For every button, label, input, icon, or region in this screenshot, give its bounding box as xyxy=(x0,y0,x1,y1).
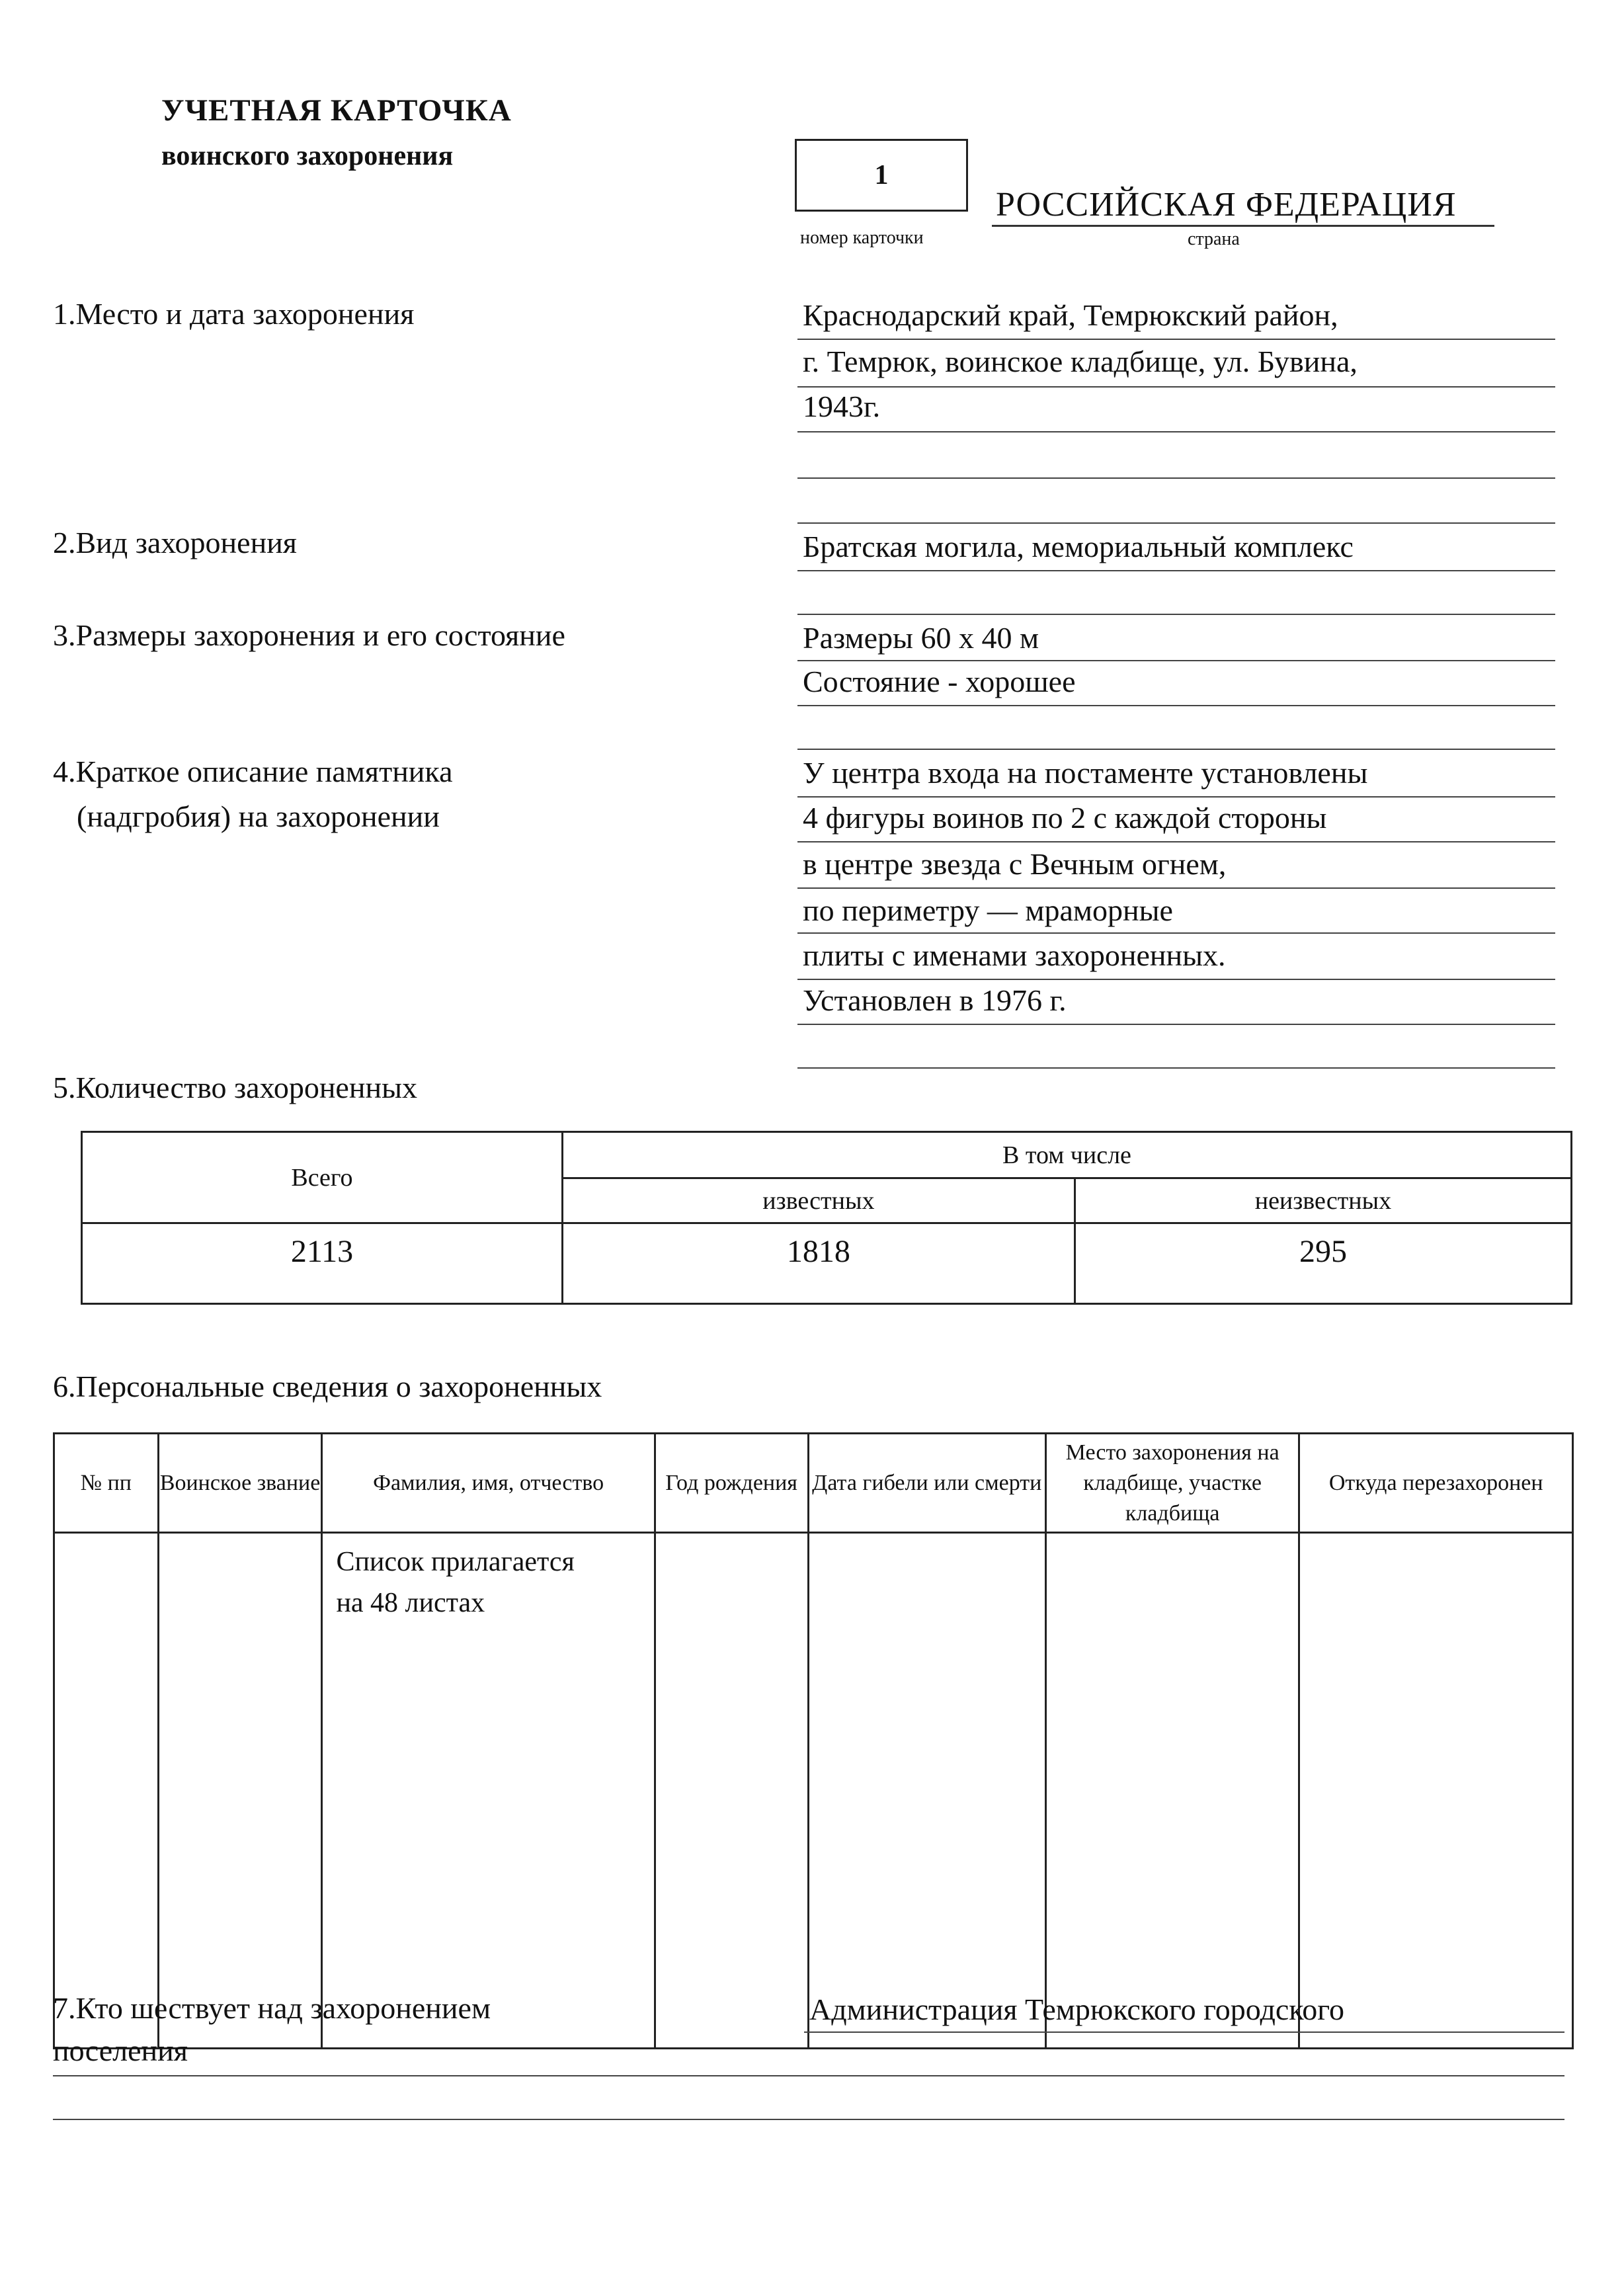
card-number: 1 xyxy=(874,160,889,190)
rule xyxy=(797,339,1555,340)
country-caption: страна xyxy=(1188,229,1240,249)
value-unknown: 295 xyxy=(1075,1223,1571,1304)
header-total: Всего xyxy=(82,1132,563,1223)
section2-label: 2.Вид захоронения xyxy=(53,526,297,559)
section2-value: Братская могила, мемориальный комплекс xyxy=(803,530,1354,563)
country-value: РОССИЙСКАЯ ФЕДЕРАЦИЯ xyxy=(996,186,1457,224)
section7-continuation: поселения xyxy=(53,2033,188,2067)
table-cell xyxy=(808,1533,1045,2049)
section4-line: в центре звезда с Вечным огнем, xyxy=(803,847,1227,881)
section4-line: Установлен в 1976 г. xyxy=(803,983,1067,1017)
column-header: № пп xyxy=(54,1434,159,1533)
list-note: на 48 листах xyxy=(336,1588,485,1618)
column-header: Дата гибели или смерти xyxy=(808,1434,1045,1533)
table-cell xyxy=(1045,1533,1299,2049)
header-known: известных xyxy=(562,1178,1075,1223)
section1-line: 1943г. xyxy=(803,390,881,423)
section3-line: Состояние - хорошее xyxy=(803,665,1076,698)
rule xyxy=(804,2031,1564,2033)
rule xyxy=(53,2119,1564,2120)
rule xyxy=(797,887,1555,889)
rule xyxy=(53,2075,1564,2076)
burial-count-table xyxy=(81,1131,1572,1305)
card-number-box xyxy=(795,139,968,212)
rule xyxy=(797,705,1555,706)
header-unknown: неизвестных xyxy=(1075,1178,1571,1223)
column-header: Место захоронения на кладбище, участке кладбища xyxy=(1045,1434,1299,1533)
rule xyxy=(797,749,1555,750)
section4-label: 4.Краткое описание памятника xyxy=(53,755,453,788)
section4-line: 4 фигуры воинов по 2 с каждой стороны xyxy=(803,801,1327,835)
rule xyxy=(797,477,1555,479)
card-subtitle: воинского захоронения xyxy=(161,141,454,171)
card-number-caption: номер карточки xyxy=(800,227,924,248)
table-cell xyxy=(1299,1533,1573,2049)
value-known: 1818 xyxy=(562,1223,1075,1304)
list-note: Список прилагается xyxy=(336,1547,575,1577)
section5-label: 5.Количество захороненных xyxy=(53,1071,417,1104)
rule xyxy=(797,841,1555,842)
rule xyxy=(797,386,1555,388)
table-cell xyxy=(655,1533,808,2049)
rule xyxy=(797,1024,1555,1025)
rule xyxy=(797,1067,1555,1069)
table-cell xyxy=(54,1533,159,2049)
section1-line: г. Темрюк, воинское кладбище, ул. Бувина, xyxy=(803,345,1358,378)
section3-line: Размеры 60 х 40 м xyxy=(803,621,1039,655)
column-header: Откуда перезахоронен xyxy=(1299,1434,1573,1533)
rule xyxy=(797,932,1555,934)
section4-line: плиты с именами захороненных. xyxy=(803,938,1226,972)
section4-line: по периметру — мраморные xyxy=(803,893,1173,927)
column-header: Воинское звание xyxy=(158,1434,322,1533)
column-header: Год рождения xyxy=(655,1434,808,1533)
rule xyxy=(797,522,1555,524)
rule xyxy=(797,431,1555,432)
personal-data-table xyxy=(53,1432,1574,2049)
country-underline xyxy=(992,225,1494,227)
column-header: Фамилия, имя, отчество xyxy=(322,1434,655,1533)
section1-label: 1.Место и дата захоронения xyxy=(53,297,415,331)
rule xyxy=(797,979,1555,980)
section6-label: 6.Персональные сведения о захороненных xyxy=(53,1370,602,1403)
table-cell xyxy=(322,1533,655,2049)
section7-value: Администрация Темрюкского городского xyxy=(809,1992,1345,2026)
section3-label: 3.Размеры захоронения и его состояние xyxy=(53,618,565,652)
section1-line: Краснодарский край, Темрюкский район, xyxy=(803,298,1338,332)
rule xyxy=(797,660,1555,661)
header-including: В том числе xyxy=(562,1132,1571,1178)
rule xyxy=(797,614,1555,615)
section4-line: У центра входа на постаменте установлены xyxy=(803,756,1368,790)
rule xyxy=(797,570,1555,571)
table-cell xyxy=(158,1533,322,2049)
section7-label: 7.Кто шествует над захоронением xyxy=(53,1991,491,2025)
value-total: 2113 xyxy=(82,1223,563,1304)
section4-label-continued: (надгробия) на захоронении xyxy=(77,800,440,833)
rule xyxy=(797,796,1555,798)
card-title: УЧЕТНАЯ КАРТОЧКА xyxy=(161,93,512,128)
